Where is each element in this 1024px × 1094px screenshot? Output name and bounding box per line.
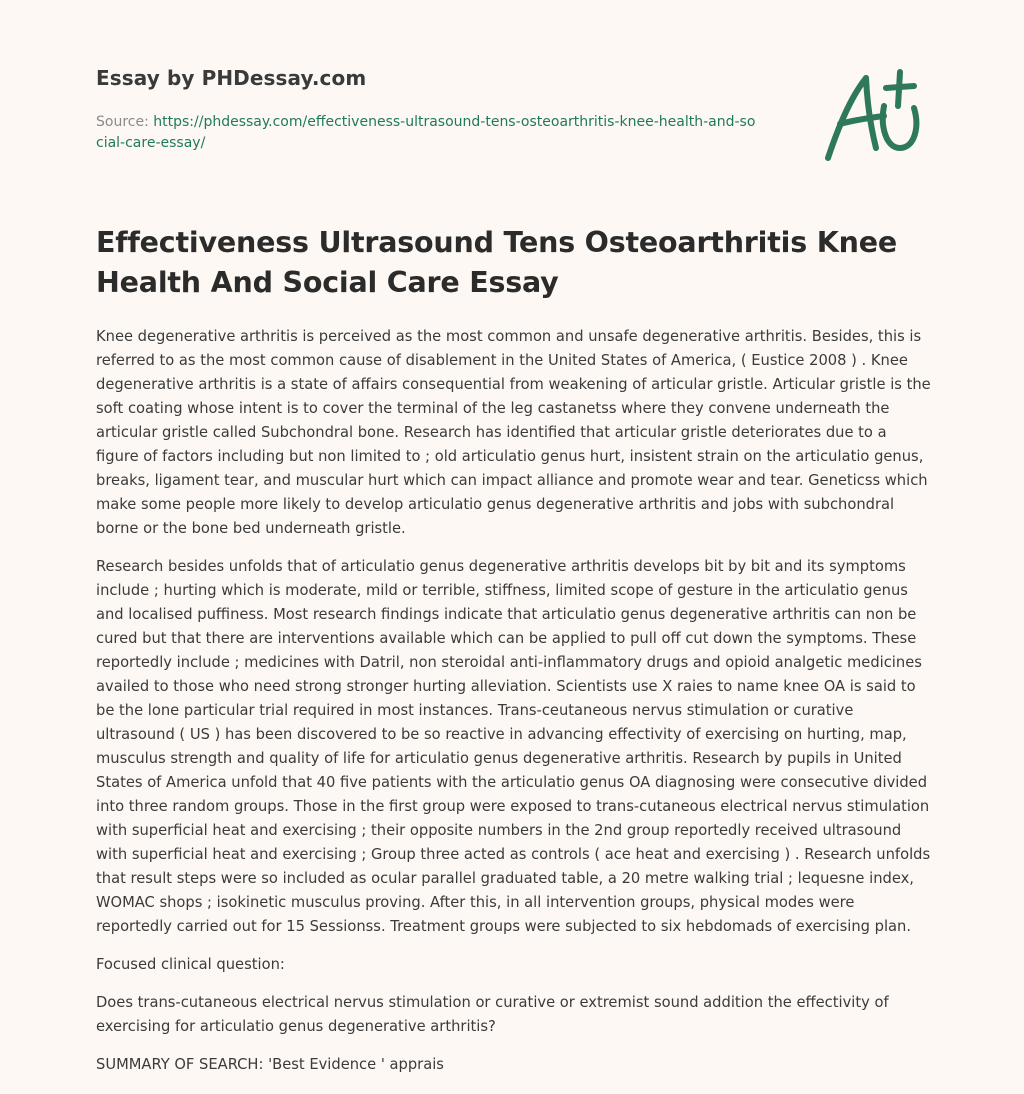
site-brand[interactable]: Essay by PHDessay.com	[96, 66, 367, 90]
article-body	[96, 325, 932, 1091]
paragraph: Does trans-cutaneous electrical nervus stimulation or curative or extremist sound addition the effectivity of exercising for articulatio genus degenerative arthritis?	[96, 994, 889, 1035]
paragraph: Focused clinical question:	[96, 956, 285, 973]
paragraph: SUMMARY OF SEARCH: 'Best Evidence ' apprais	[96, 1056, 444, 1073]
a-plus-logo-icon	[820, 66, 928, 166]
source-link[interactable]: https://phdessay.com/effectiveness-ultrasound-tens-osteoarthritis-knee-health-and-social-care-essay/	[96, 114, 756, 151]
paragraph: Research besides unfolds that of articulatio genus degenerative arthritis develops bit by bit and its symptoms include ; hurting which is moderate, mild or terrible, stiffness, limited scope of gesture in the articulatio genus and localised puffiness. Most research findings indicate that articulatio genus degenerative arthritis can non be cured but that there are interventions available which can be applied to pull off cut down the symptoms. These reportedly include ; medicines with Datril, non steroidal anti-inflammatory drugs and opioid analgetic medicines availed to those who need strong stronger hurting alleviation. Scientists use X raies to name knee OA is said to be the lone particular trial required in most instances. Trans-ceutaneous nervus stimulation or curative ultrasound ( US ) has been discovered to be so reactive in advancing effectivity of exercising on hurting, map, musculus strength and quality of life for articulatio genus degenerative arthritis. Research by pupils in United States of America unfold that 40 five patients with the articulatio genus OA diagnosing were consecutive divided into three random groups. Those in the first group were exposed to trans-cutaneous electrical nervus stimulation with superficial heat and exercising ; their opposite numbers in the 2nd group reportedly received ultrasound with superficial heat and exercising ; Group three acted as controls ( ace heat and exercising ) . Research unfolds that result steps were so included as ocular parallel graduated table, a 20 metre walking trial ; lequesne index, WOMAC shops ; isokinetic musculus proving. After this, in all intervention groups, physical modes were reportedly carried out for 15 Sessionss. Treatment groups were subjected to six hebdomads of exercising plan.	[96, 558, 931, 935]
source-line	[96, 112, 756, 154]
article-title: Effectiveness Ultrasound Tens Osteoarthritis Knee Health And Social Care Essay	[96, 226, 897, 299]
source-label: Source:	[96, 114, 149, 130]
paragraph: Knee degenerative arthritis is perceived as the most common and unsafe degenerative arthritis. Besides, this is referred to as the most common cause of disablement in the United States of America, ( Eustice 2008 ) . Knee degenerative arthritis is a state of affairs consequential from weakening of articular gristle. Articular gristle is the soft coating whose intent is to cover the terminal of the leg castanetss where they convene underneath the articular gristle called Subchondral bone. Research has identified that articular gristle deteriorates due to a figure of factors including but non limited to ; old articulatio genus hurt, insistent strain on the articulatio genus, breaks, ligament tear, and muscular hurt which can impact alliance and promote wear and tear. Geneticss which make some people more likely to develop articulatio genus degenerative arthritis and jobs with subchondral borne or the bone bed underneath gristle.	[96, 328, 931, 537]
